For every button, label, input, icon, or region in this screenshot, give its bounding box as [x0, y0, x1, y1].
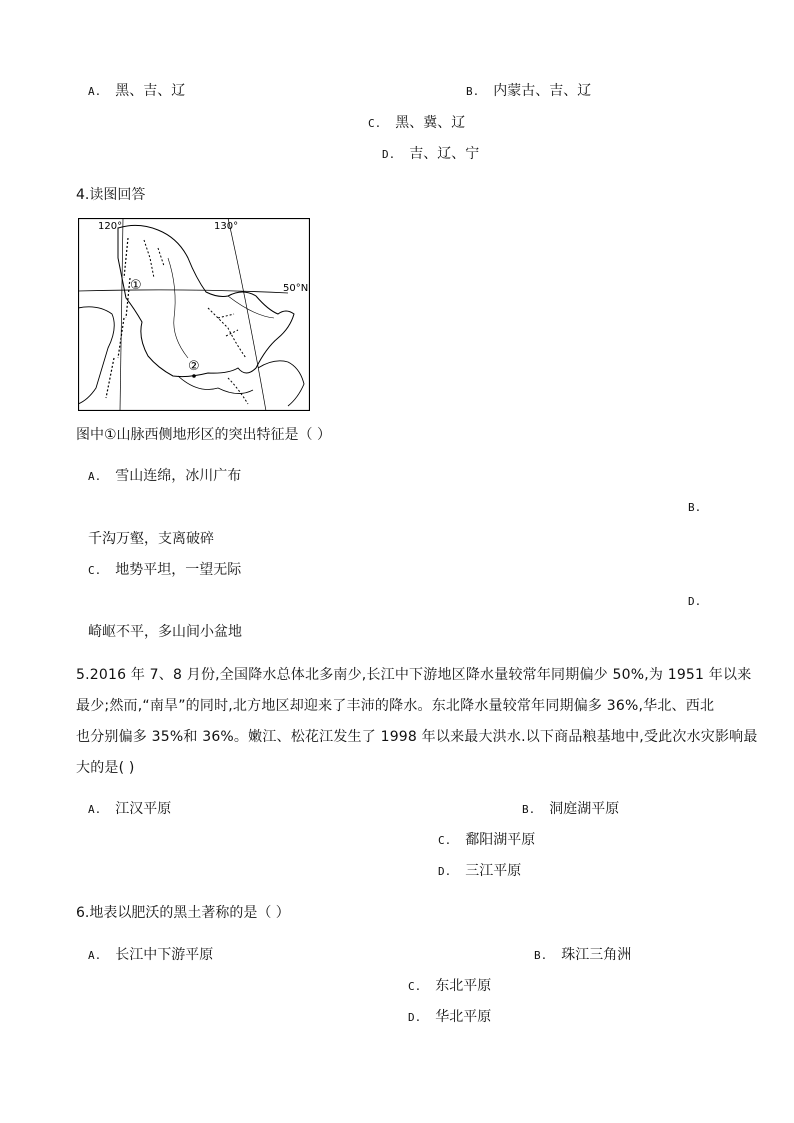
q4-option-b-label [688, 498, 715, 517]
q5-option-d [438, 862, 521, 881]
northeast-china-map [78, 218, 310, 411]
option-text: 吉、辽、宁 [409, 146, 480, 162]
q4-option-d-text: 崎岖不平，多山间小盆地 [88, 624, 242, 640]
option-label: D. [438, 865, 452, 878]
option-label: C. [88, 564, 102, 577]
q4-option-d-label [688, 592, 715, 611]
option-label: B. [466, 85, 480, 98]
option-label: A. [88, 470, 102, 483]
q4-stem: 4.读图回答 [76, 187, 146, 203]
option-text: 内蒙古、吉、辽 [493, 83, 592, 99]
option-text: 洞庭湖平原 [549, 801, 620, 817]
longitude-130-label: 130° [214, 221, 239, 232]
q4-option-c [88, 561, 241, 580]
option-text: 雪山连绵，冰川广布 [115, 468, 242, 484]
option-text: 三江平原 [465, 863, 522, 879]
option-text: 珠江三角洲 [561, 947, 632, 963]
option-text: 黑、冀、辽 [395, 115, 466, 131]
option-label: B. [534, 949, 548, 962]
q3-option-c [368, 114, 465, 133]
option-label: C. [368, 117, 382, 130]
q4-option-a [88, 467, 241, 486]
option-label: C. [408, 980, 422, 993]
q4-question: 图中①山脉西侧地形区的突出特征是（ ） [76, 427, 331, 443]
option-text: 地势平坦，一望无际 [115, 562, 242, 578]
option-label: A. [88, 949, 102, 962]
q3-option-a [88, 82, 185, 101]
q5-stem [76, 660, 758, 784]
option-label: D. [688, 595, 702, 608]
q6-option-c [408, 977, 491, 996]
option-text: 东北平原 [435, 978, 492, 994]
option-label: C. [438, 834, 452, 847]
option-label: A. [88, 803, 102, 816]
option-label: D. [408, 1011, 422, 1024]
option-label: D. [382, 148, 396, 161]
longitude-120-label: 120° [98, 221, 123, 232]
q5-option-b [522, 800, 619, 819]
option-label: B. [688, 501, 702, 514]
q5-line-4: 大的是( ) [76, 760, 135, 776]
option-text: 鄱阳湖平原 [465, 832, 536, 848]
latitude-50-label: 50°N [283, 283, 309, 294]
q6-stem: 6.地表以肥沃的黑土著称的是（ ） [76, 905, 290, 921]
option-label: B. [522, 803, 536, 816]
option-text: 长江中下游平原 [115, 947, 214, 963]
q5-line-1: 5.2016 年 7、8 月份,全国降水总体北多南少,长江中下游地区降水量较常年同期偏少 50%,为 1951 年以来 [76, 667, 752, 683]
q5-line-2: 最少;然而,“南旱”的同时,北方地区却迎来了丰沛的降水。东北降水量较常年同期偏多 36%,华北、西北 [76, 698, 715, 714]
q4-option-b-text: 千沟万壑，支离破碎 [88, 531, 214, 547]
q3-option-d [382, 145, 479, 164]
q3-option-b [466, 82, 591, 101]
option-label: A. [88, 85, 102, 98]
q5-option-c [438, 831, 535, 850]
region-marker-2: ② [188, 359, 200, 374]
q5-line-3: 也分别偏多 35%和 36%。嫩江、松花江发生了 1998 年以来最大洪水.以下商品粮基地中,受此次水灾影响最 [76, 729, 758, 745]
q6-option-d [408, 1008, 491, 1027]
option-text: 江汉平原 [115, 801, 172, 817]
option-text: 黑、吉、辽 [115, 83, 186, 99]
q6-option-a [88, 946, 213, 965]
mountain-marker-1: ① [130, 278, 142, 293]
q6-option-b [534, 946, 631, 965]
q5-option-a [88, 800, 171, 819]
option-text: 华北平原 [435, 1009, 492, 1025]
